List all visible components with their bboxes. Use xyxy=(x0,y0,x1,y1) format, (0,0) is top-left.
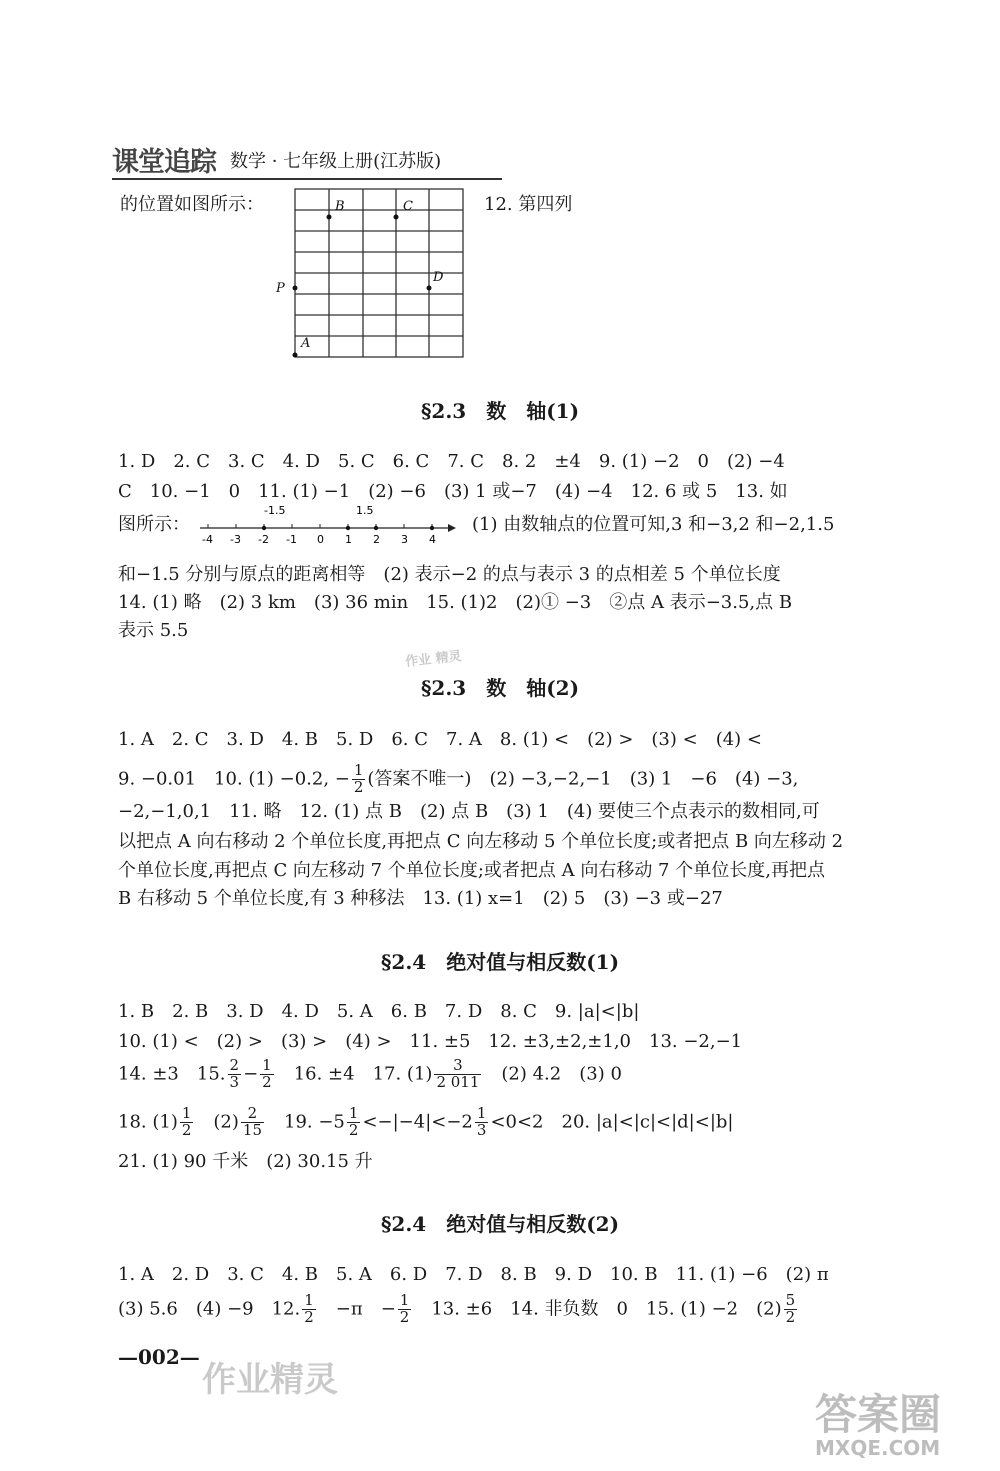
s1-line-1: 1. D 2. C 3. C 4. D 5. C 6. C 7. C 8. 2 ±4 9. (1) −2 0 (2) −4 xyxy=(118,451,785,472)
watermark-url: MXQE.COM xyxy=(815,1436,941,1460)
s3-line-5: 21. (1) 90 千米 (2) 30.15 升 xyxy=(118,1151,373,1172)
nl-mark-pos: 1.5 xyxy=(356,504,374,517)
nl-tick-label: 1 xyxy=(345,533,352,546)
s1-line-5: 14. (1) 略 (2) 3 km (3) 36 min 15. (1)2 (2)① −3 ②点 A 表示−3.5,点 B xyxy=(118,592,793,613)
section-title-2-4-2: §2.4 绝对值与相反数(2) xyxy=(380,1212,620,1236)
nl-tick-label: 2 xyxy=(373,533,380,546)
grid-figure xyxy=(270,186,470,366)
s3-line-1: 1. B 2. B 3. D 4. D 5. A 6. B 7. D 8. C 9. |a|<|b| xyxy=(118,1001,640,1022)
nl-tick-label: -4 xyxy=(202,533,213,546)
s2-line-4: 以把点 A 向右移动 2 个单位长度,再把点 C 向左移动 5 个单位长度;或者把点 B 向左移动 2 xyxy=(118,831,844,852)
point-label-a: A xyxy=(301,336,311,351)
s2-line-2: 9. −0.01 10. (1) −0.2, − $\frac{1}{2}$ (答案不唯一) (2) −3,−2,−1 (3) 1 −6 (4) −3, xyxy=(118,761,799,796)
nl-tick-label: -1 xyxy=(286,533,297,546)
point-label-d: D xyxy=(433,270,444,285)
point-label-p: P xyxy=(276,281,285,296)
nl-mark-neg: -1.5 xyxy=(264,504,286,517)
s1-line-3a: 图所示： xyxy=(118,514,190,535)
section-title-2-3-1: §2.3 数 轴(1) xyxy=(420,399,580,423)
header-rule xyxy=(112,178,502,180)
nl-point xyxy=(374,526,378,530)
nl-tick-label: 3 xyxy=(401,533,408,546)
nl-tick-label: -3 xyxy=(230,533,241,546)
stamp-watermark: 作业 精灵 xyxy=(404,649,463,670)
book-subtitle: 数学 · 七年级上册(江苏版) xyxy=(230,151,442,172)
fraction: $\frac{1}{2}$ xyxy=(353,761,364,796)
section-title-2-4-1: §2.4 绝对值与相反数(1) xyxy=(380,950,620,974)
nl-tick-label: 4 xyxy=(429,533,436,546)
book-brand: 课堂追踪 xyxy=(112,147,216,178)
s1-line-4: 和−1.5 分别与原点的距离相等 (2) 表示−2 的点与表示 3 的点相差 5 个单位长度 xyxy=(118,564,781,585)
s4-line-1: 1. A 2. D 3. C 4. B 5. A 6. D 7. D 8. B 9. D 10. B 11. (1) −6 (2) π xyxy=(118,1264,829,1285)
page-number: —002— xyxy=(118,1345,200,1369)
section-title-2-3-2: §2.3 数 轴(2) xyxy=(420,676,580,700)
nl-tick-label: 0 xyxy=(317,533,324,546)
s2-line-5: 个单位长度,再把点 C 向左移动 7 个单位长度;或者把点 A 向右移动 7 个单位长度,再把点 xyxy=(118,860,825,881)
s3-line-3: 14. ±3 15. $\frac{2}{3}$ − $\frac{1}{2}$ 16. ±4 17. (1) $\frac{3}{2 011}$ (2) 4.2 (3) 0 xyxy=(118,1056,622,1091)
nl-point xyxy=(262,526,266,530)
watermark-left: 作业精灵 xyxy=(202,1360,338,1400)
s3-line-2: 10. (1) < (2) > (3) > (4) > 11. ±5 12. ±3,±2,±1,0 13. −2,−1 xyxy=(118,1031,743,1052)
nl-point xyxy=(346,526,350,530)
nl-point xyxy=(430,526,434,530)
watermark-right: 答案圈 xyxy=(815,1390,942,1439)
s1-line-6: 表示 5.5 xyxy=(118,620,189,641)
grid-intro-text: 的位置如图所示： xyxy=(120,194,264,215)
s2-line-1: 1. A 2. C 3. D 4. B 5. D 6. C 7. A 8. (1) < (2) > (3) < (4) < xyxy=(118,729,762,750)
s4-line-2: (3) 5.6 (4) −9 12. $\frac{1}{2}$ −π − $\frac{1}{2}$ 13. ±6 14. 非负数 0 15. (1) −2 (2) $\frac{5}{2}$ xyxy=(118,1291,796,1326)
point-label-b: B xyxy=(335,199,345,214)
s1-line-3b: (1) 由数轴点的位置可知,3 和−3,2 和−2,1.5 xyxy=(472,514,835,535)
s3-line-4: 18. (1) $\frac{1}{2}$ (2) $\frac{2}{15}$ 19. −5 $\frac{1}{2}$ <−|−4|<−2 $\frac{1}{3}$ <0<2 20. |a|<|c|<|d|<|b| xyxy=(118,1104,734,1139)
nl-tick-label: -2 xyxy=(258,533,269,546)
answer-12: 12. 第四列 xyxy=(484,194,573,215)
s2-line-6: B 右移动 5 个单位长度,有 3 种移法 13. (1) x=1 (2) 5 (3) −3 或−27 xyxy=(118,888,723,909)
s1-line-2: C 10. −1 0 11. (1) −1 (2) −6 (3) 1 或−7 (4) −4 12. 6 或 5 13. 如 xyxy=(118,481,788,502)
point-label-c: C xyxy=(403,199,413,214)
s2-line-3: −2,−1,0,1 11. 略 12. (1) 点 B (2) 点 B (3) 1 (4) 要使三个点表示的数相同,可 xyxy=(118,801,820,822)
number-line-figure xyxy=(196,502,458,546)
